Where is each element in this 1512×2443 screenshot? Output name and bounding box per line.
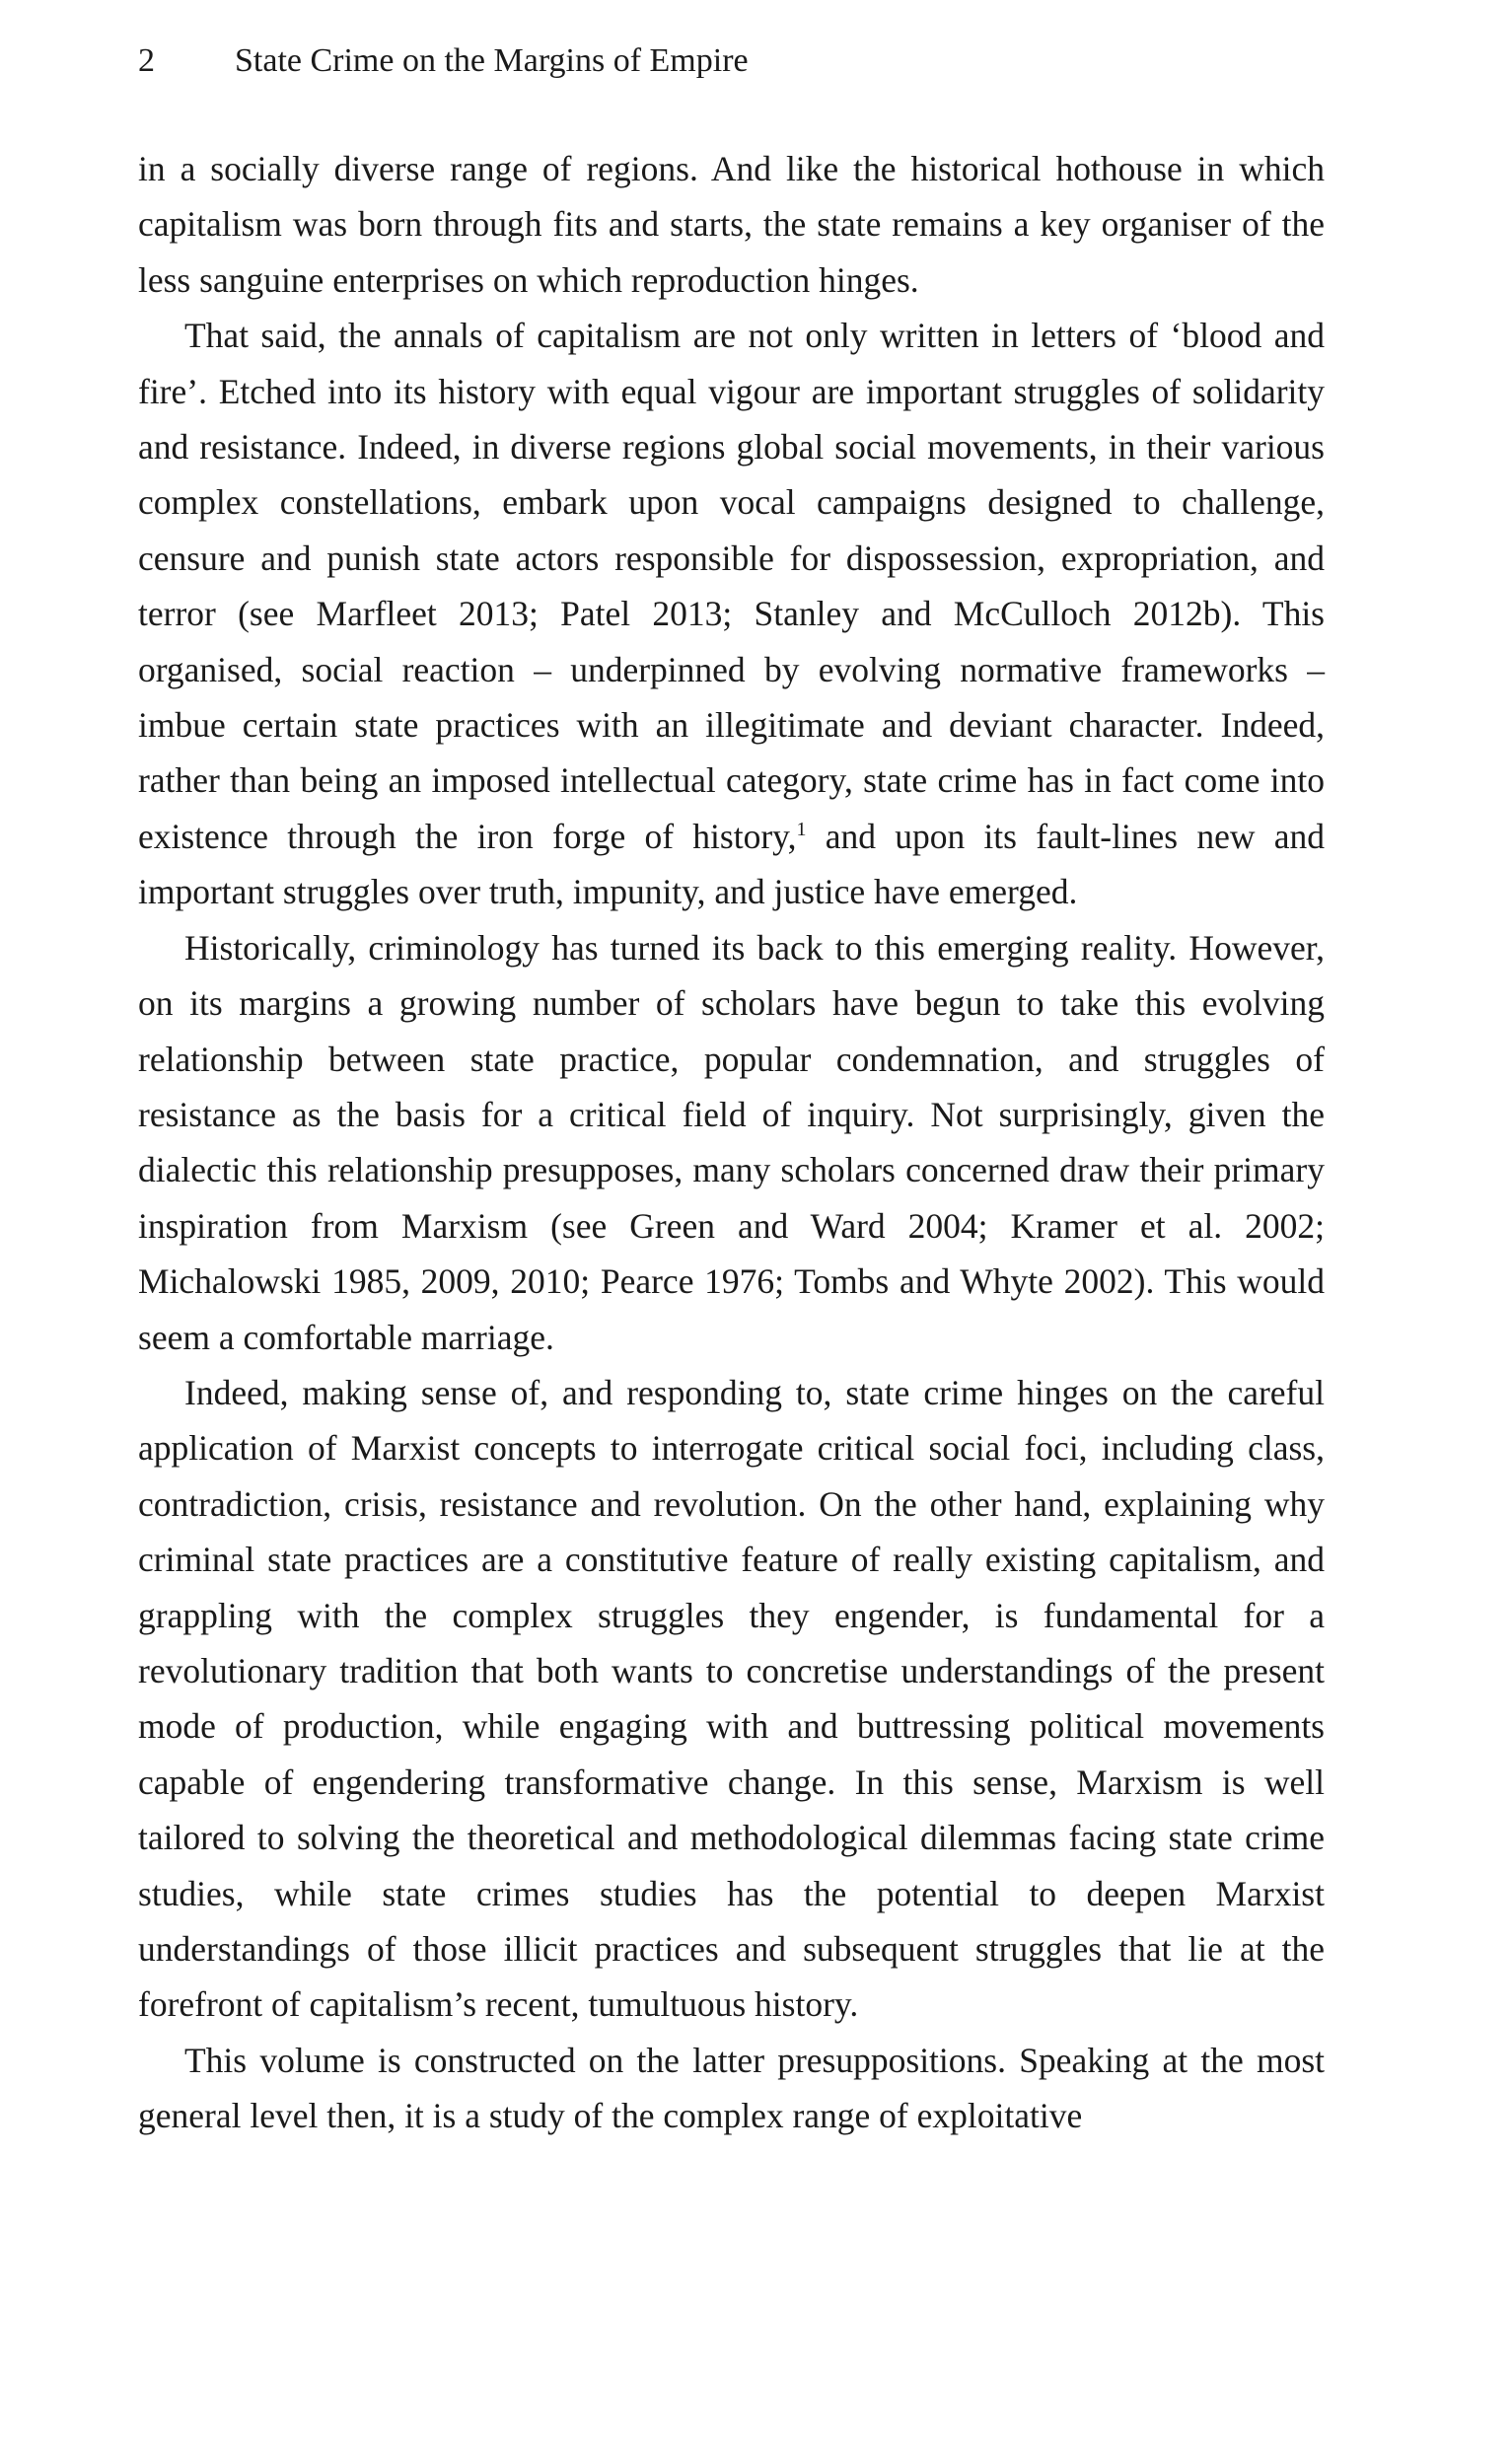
running-title: State Crime on the Margins of Empire	[235, 42, 749, 79]
paragraph-criminology: Historically, criminology has turned its back to this emerging reality. However, on its margins a growing number of scholars have begun to take this evolving relationship between state practice, popular condemnation, and struggles of resistance as the basis for a critical field of inquiry. Not surprisingly, given the dialectic this relationship presupposes, many scholars concerned draw their primary inspiration from Marxism (see Green and Ward 2004; Kramer et al. 2002; Michalowski 1985, 2009, 2010; Pearce 1976; Tombs and Whyte 2002). This would seem a comfortable marriage.	[138, 927, 1325, 1357]
paragraph-text: and upon its fault-lines new and important struggles over truth, impunity, and justice have emerged.	[138, 816, 1325, 912]
running-head	[138, 39, 749, 83]
paragraph-text: That said, the annals of capitalism are not only written in letters of ‘blood and fire’. Etched into its history with equal vigour are important struggles of solidarity and resistance. Indeed, in diverse regions global social movements, in their various complex constellations, embark upon vocal campaigns designed to challenge, censure and punish state actors responsible for dispossession, expropriation, and terror (see Marfleet 2013; Patel 2013; Stanley and McCulloch 2012b). This organised, social reaction – underpinned by evolving normative frameworks – imbue certain state practices with an illegitimate and deviant character. Indeed, rather than being an imposed intellectual category, state crime has in fact come into existence through the iron forge of history,	[138, 316, 1325, 856]
paragraph-continued: in a socially diverse range of regions. And like the historical hothouse in which capitalism was born through fits and starts, the state remains a key organiser of the less sanguine enterprises on which reproduction hinges.	[138, 149, 1325, 300]
page-number: 2	[138, 42, 155, 79]
paragraph-annals-of-capitalism	[138, 308, 1325, 919]
paragraph-marxist-concepts: Indeed, making sense of, and responding to, state crime hinges on the careful application of Marxist concepts to interrogate critical social foci, including class, contradiction, crisis, resistance and revolution. On the other hand, explaining why criminal state practices are a constitutive feature of really existing capitalism, and grappling with the complex struggles they engender, is fundamental for a revolutionary tradition that both wants to concretise understandings of the present mode of production, while engaging with and buttressing political movements capable of engendering transformative change. In this sense, Marxism is well tailored to solving the theoretical and methodological dilemmas facing state crime studies, while state crimes studies has the potential to deepen Marxist understandings of those illicit practices and subsequent struggles that lie at the forefront of capitalism’s recent, tumultuous history.	[138, 1372, 1325, 2025]
body-text	[138, 141, 1325, 2144]
paragraph-this-volume: This volume is constructed on the latter presuppositions. Speaking at the most general level then, it is a study of the complex range of exploitative	[138, 2040, 1325, 2136]
footnote-reference: 1	[796, 819, 807, 841]
